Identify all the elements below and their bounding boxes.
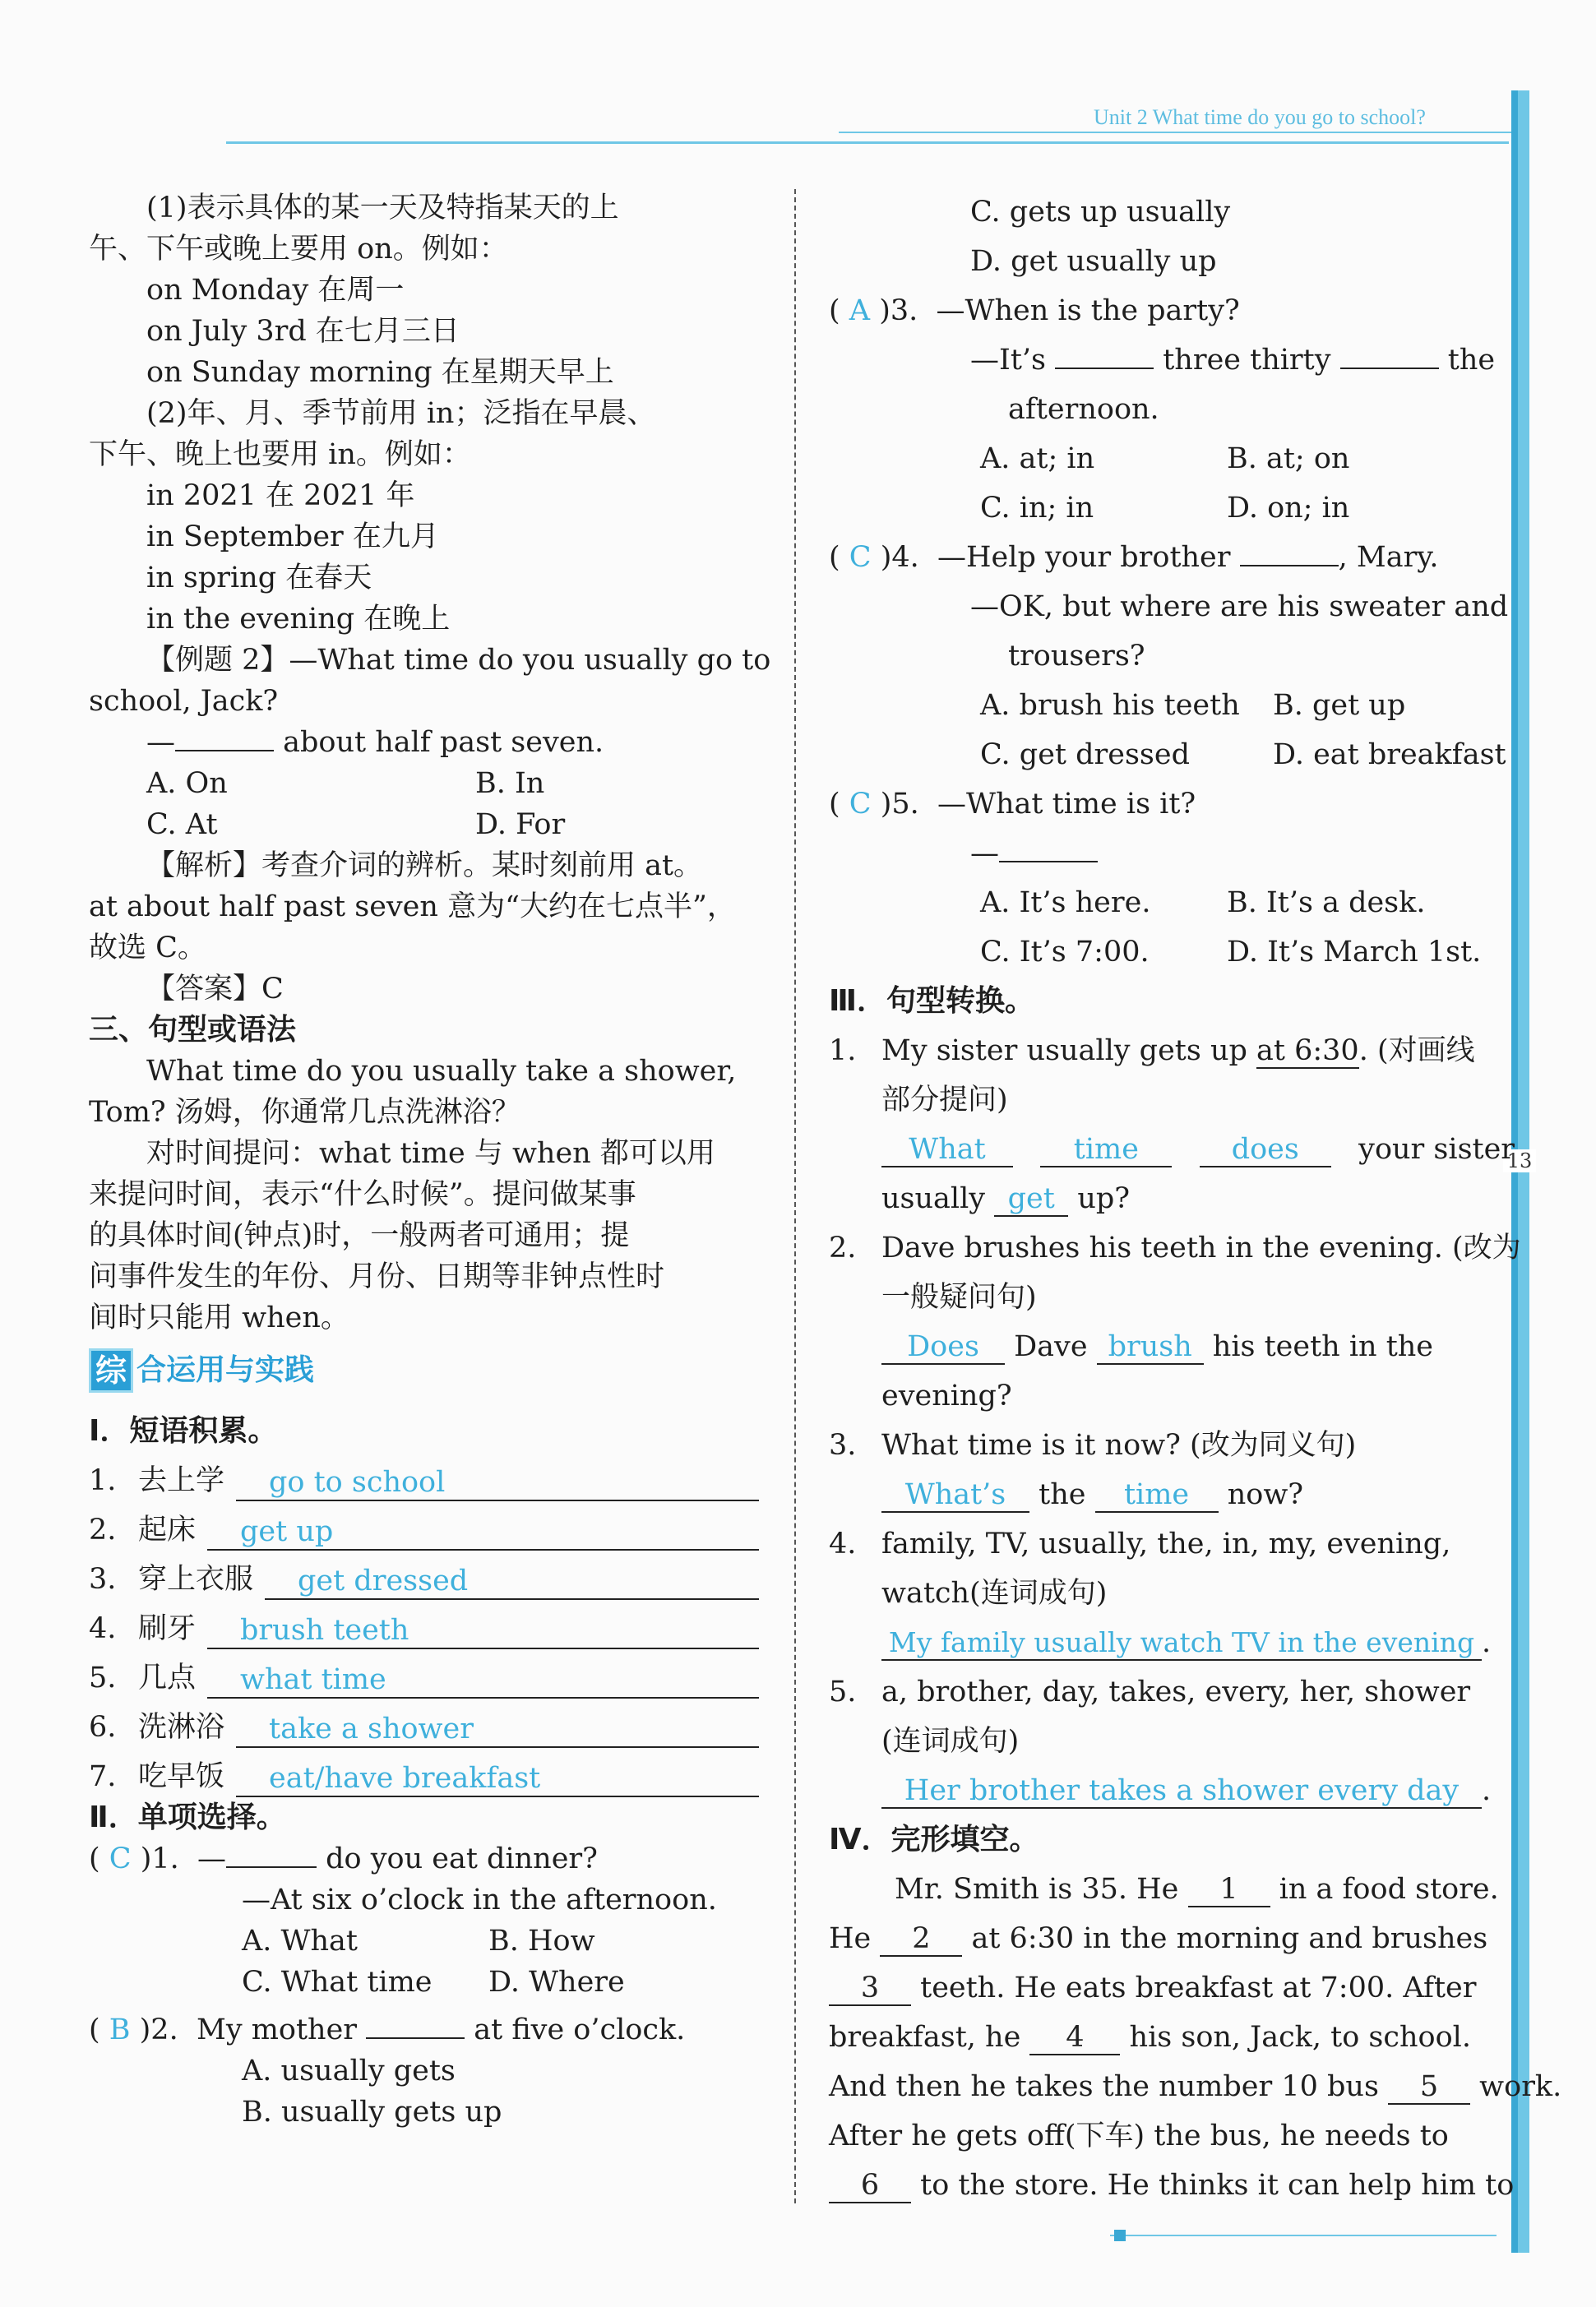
choice-question: ( C )4. —Help your brother , Mary. — [829, 541, 1439, 574]
vocab-item — [89, 1501, 759, 1551]
answer-line: 【答案】C — [146, 973, 284, 1006]
example-question: school, Jack? — [89, 685, 279, 718]
header-rule — [226, 141, 1509, 144]
vocab-number: 7. — [89, 1760, 117, 1793]
transform-line: evening? — [881, 1380, 1012, 1412]
analysis-line: 故选 C。 — [89, 932, 206, 964]
grammar-line: on Monday 在周一 — [146, 274, 405, 307]
vocab-chinese: 吃早饭 — [138, 1760, 225, 1793]
analysis-line: 【解析】考查介词的辨析。某时刻前用 at。 — [146, 849, 703, 882]
choice-reply: —At six o’clock in the afternoon. — [242, 1884, 717, 1916]
choice-question: ( B )2. My mother at five o’clock. — [89, 2013, 686, 2046]
section-three-line: Tom? 汤姆，你通常几点洗淋浴？ — [89, 1096, 520, 1129]
choice-options: A. What B. How — [242, 1925, 595, 1958]
choice-question: ( A )3. —When is the party? — [829, 294, 1240, 327]
choice-options: A. at; in B. at; on — [980, 442, 1350, 475]
choice-line: trousers? — [1008, 640, 1145, 673]
cloze-line: breakfast, he 4 his son, Jack, to school. — [829, 2021, 1471, 2054]
section-three-line: 来提问时间，表示“什么时候”。提问做某事 — [89, 1178, 636, 1211]
cloze-line: And then he takes the number 10 bus 5 work. — [829, 2070, 1562, 2103]
vocab-number: 2. — [89, 1514, 117, 1546]
vocab-item — [89, 1600, 759, 1649]
choice-line: —It’s three thirty the — [970, 344, 1496, 377]
blank — [175, 750, 274, 751]
grammar-line: in 2021 在 2021 年 — [146, 479, 415, 512]
choice-line: — — [829, 829, 1495, 878]
vocab-chinese: 洗淋浴 — [138, 1711, 225, 1744]
section-three-line: 对时间提问：what time 与 when 都可以用 — [146, 1137, 715, 1170]
vocab-list — [89, 1452, 759, 1797]
section-three-line: What time do you usually take a shower, — [146, 1055, 737, 1088]
blank — [226, 1866, 317, 1868]
answer-mark: A — [849, 294, 871, 327]
part-one-title: Ⅰ．短语积累。 — [89, 1414, 278, 1448]
vocab-item — [89, 1551, 759, 1600]
transform-line: My family usually watch TV in the evening . — [829, 1618, 1495, 1667]
vocab-number: 6. — [89, 1711, 117, 1744]
unit-header: Unit 2 What time do you go to school? — [1094, 105, 1426, 129]
grammar-line: 午、下午或晚上要用 on。例如： — [89, 233, 508, 266]
example-options: A. On B. In — [146, 767, 545, 800]
transform-item: 3. What time is it now? (改为同义句) — [829, 1429, 1357, 1462]
choice-options: A. brush his teeth B. get up — [980, 689, 1406, 722]
transform-line: watch(连词成句) — [881, 1577, 1108, 1610]
vocab-number: 1. — [89, 1464, 117, 1497]
choice-options: A. It’s here. B. It’s a desk. — [980, 886, 1426, 919]
answer-mark: C — [849, 788, 872, 821]
choice-line: —OK, but where are his sweater and — [970, 590, 1509, 623]
choice-option: D. get usually up — [970, 245, 1217, 278]
section-three-line: 的具体时间(钟点)时，一般两者可通用；提 — [89, 1219, 630, 1252]
choice-option: B. usually gets up — [242, 2096, 502, 2129]
vocab-item — [89, 1649, 759, 1699]
bottom-rule — [1110, 2235, 1497, 2236]
banner-icon: 综 — [89, 1348, 133, 1393]
section-three-title: 三、句型或语法 — [89, 1013, 297, 1047]
transform-item: 1. My sister usually gets up at 6:30. (对画线 — [829, 1034, 1475, 1067]
vocab-answer: take a shower — [236, 1712, 759, 1748]
cloze-line: He 2 at 6:30 in the morning and brushes — [829, 1922, 1488, 1955]
vocab-chinese: 穿上衣服 — [138, 1563, 254, 1596]
cloze-line: 6 to the store. He thinks it can help him to — [829, 2161, 1495, 2210]
column-divider — [794, 189, 796, 2203]
choice-options: C. It’s 7:00. D. It’s March 1st. — [980, 936, 1482, 969]
vocab-number: 4. — [89, 1612, 117, 1645]
cloze-line: 3 teeth. He eats breakfast at 7:00. After — [829, 1963, 1495, 2013]
blank — [1240, 565, 1339, 566]
example-question: 【例题 2】—What time do you usually go to — [146, 644, 771, 677]
vocab-number: 5. — [89, 1662, 117, 1694]
grammar-line: in September 在九月 — [146, 520, 439, 553]
vocab-answer: go to school — [236, 1465, 759, 1501]
vocab-item — [89, 1748, 759, 1797]
example-blank-line: — about half past seven. — [146, 726, 604, 759]
blank — [999, 861, 1098, 862]
page-number: 13 — [1503, 1149, 1536, 1172]
vocab-item — [89, 1699, 759, 1748]
vocab-number: 3. — [89, 1563, 117, 1596]
transform-line: 一般疑问句) — [881, 1281, 1037, 1314]
section-three-line: 问事件发生的年份、月份、日期等非钟点性时 — [89, 1260, 665, 1293]
transform-line: (连词成句) — [881, 1725, 1020, 1758]
vocab-chinese: 起床 — [138, 1514, 197, 1546]
choice-question: ( C )1. — do you eat dinner? — [89, 1842, 598, 1875]
transform-line: Her brother takes a shower every day . — [829, 1766, 1495, 1815]
vocab-chinese: 去上学 — [138, 1464, 225, 1497]
grammar-line: (1)表示具体的某一天及特指某天的上 — [146, 192, 619, 224]
transform-line: What’s the time now? — [829, 1470, 1495, 1519]
choice-option: A. usually gets — [242, 2055, 456, 2087]
example-options: C. At D. For — [146, 808, 566, 841]
transform-item: 2. Dave brushes his teeth in the evening. (改为 — [829, 1232, 1521, 1264]
vocab-chinese: 刷牙 — [138, 1612, 197, 1645]
blank — [1055, 368, 1154, 369]
practice-banner — [89, 1348, 759, 1393]
left-column — [89, 187, 771, 2133]
grammar-line: on Sunday morning 在星期天早上 — [146, 356, 614, 389]
transform-line: What time does your sister — [829, 1125, 1495, 1174]
transform-line: 部分提问) — [881, 1084, 1008, 1117]
choice-options: C. in; in D. on; in — [980, 492, 1350, 525]
choice-option: C. gets up usually — [970, 196, 1231, 229]
vocab-answer: get dressed — [265, 1564, 759, 1600]
answer-mark: C — [109, 1842, 132, 1875]
grammar-line: 下午、晚上也要用 in。例如： — [89, 438, 471, 471]
grammar-line: in spring 在春天 — [146, 562, 372, 594]
answer-mark: C — [849, 541, 872, 574]
cloze-line: Mr. Smith is 35. He 1 in a food store. — [895, 1873, 1499, 1906]
banner-title: 合运用与实践 — [136, 1353, 315, 1387]
transform-line: Does Dave brush his teeth in the — [829, 1322, 1495, 1371]
vocab-answer: brush teeth — [207, 1613, 759, 1649]
grammar-line: (2)年、月、季节前用 in；泛指在早晨、 — [146, 397, 656, 430]
part-three-title: Ⅲ．句型转换。 — [829, 984, 1035, 1018]
vocab-answer: get up — [207, 1514, 759, 1551]
transform-item: 5. a, brother, day, takes, every, her, shower — [829, 1676, 1471, 1708]
blank — [1340, 368, 1439, 369]
part-four-title: Ⅳ．完形填空。 — [829, 1823, 1039, 1856]
analysis-line: at about half past seven 意为“大约在七点半”， — [89, 890, 736, 923]
part-two-title: Ⅱ．单项选择。 — [89, 1801, 286, 1834]
vocab-item — [89, 1452, 759, 1501]
transform-line: usually get up? — [881, 1182, 1131, 1215]
grammar-line: on July 3rd 在七月三日 — [146, 315, 460, 348]
choice-options: C. What time D. Where — [242, 1966, 625, 1999]
choice-line: afternoon. — [1008, 393, 1159, 426]
vocab-answer: eat/have breakfast — [236, 1761, 759, 1797]
grammar-line: in the evening 在晚上 — [146, 603, 451, 636]
transform-item: 4. family, TV, usually, the, in, my, evening, — [829, 1528, 1451, 1560]
header-rule-top — [839, 132, 1513, 133]
section-three-line: 间时只能用 when。 — [89, 1301, 349, 1334]
bottom-square — [1114, 2230, 1126, 2241]
answer-mark: B — [109, 2013, 131, 2046]
choice-options: C. get dressed D. eat breakfast — [980, 738, 1506, 771]
choice-question: ( C )5. —What time is it? — [829, 788, 1196, 821]
vocab-chinese: 几点 — [138, 1662, 197, 1694]
vocab-answer: what time — [207, 1662, 759, 1699]
blank — [366, 2037, 465, 2039]
cloze-line: After he gets off(下车) the bus, he needs to — [829, 2120, 1449, 2152]
